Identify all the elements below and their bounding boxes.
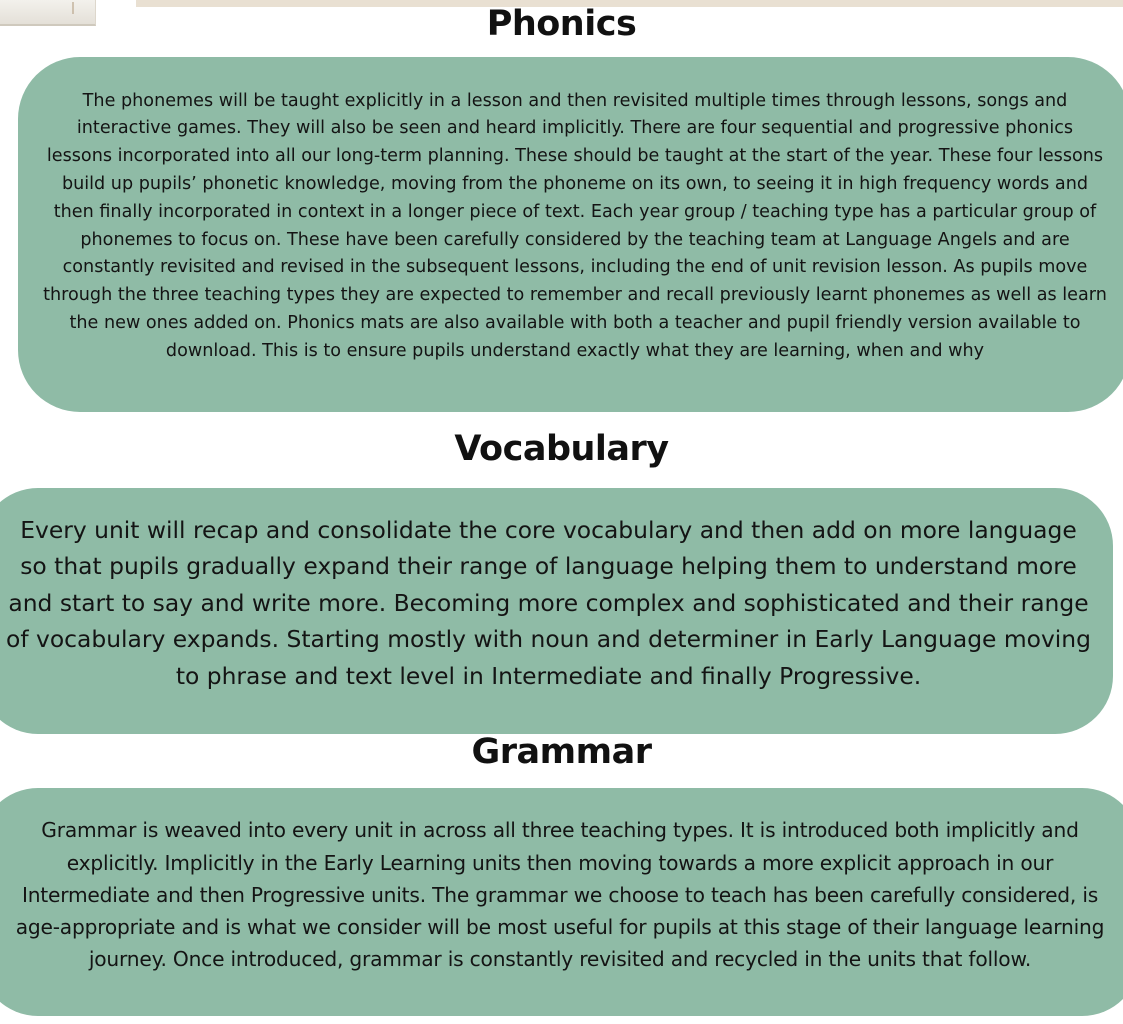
grammar-text-box: [0, 788, 1123, 1016]
vocabulary-body-text: Every unit will recap and consolidate the core vocabulary and then add on more language so that pupils gradually expand their range of language helping them to understand more and start to say and write more. Becoming more complex and sophisticated and their range of vocabulary expands. Starting mostly with noun and determiner in Early Language moving to phrase and text level in Intermediate and finally Progressive.: [6, 515, 1091, 690]
vocabulary-heading: Vocabulary: [454, 429, 669, 469]
phonics-heading: Phonics: [486, 4, 637, 44]
grammar-heading: Grammar: [471, 732, 652, 772]
grammar-body-text: Grammar is weaved into every unit in across all three teaching types. It is introduced both implicitly and explicitly. Implicitly in the Early Learning units then moving towards a more explicit approach in our Intermediate and then Progressive units. The grammar we choose to teach has been carefully considered, is age-appropriate and is what we consider will be most useful for pupils at this stage of their language learning journey. Once introduced, grammar is constantly revisited and recycled in the units that follow.: [15, 818, 1105, 972]
phonics-text-box: [18, 57, 1123, 412]
phonics-body-text: The phonemes will be taught explicitly in a lesson and then revisited multiple times through lessons, songs and interactive games. They will also be seen and heard implicitly. There are four sequential and progressive phonics lessons incorporated into all our long-term planning. These should be taught at the start of the year. These four lessons build up pupils’ phonetic knowledge, moving from the phoneme on its own, to seeing it in high frequency words and then finally incorporated in context in a longer piece of text. Each year group / teaching type has a particular group of phonemes to focus on. These have been carefully considered by the teaching team at Language Angels and are constantly revisited and revised in the subsequent lessons, including the end of unit revision lesson. As pupils move through the three teaching types they are expected to remember and recall previously learnt phonemes as well as learn the new ones added on. Phonics mats are also available with both a teacher and pupil friendly version available to download. This is to ensure pupils understand exactly what they are learning, when and why: [43, 90, 1107, 361]
vocabulary-text-box: [0, 488, 1113, 734]
